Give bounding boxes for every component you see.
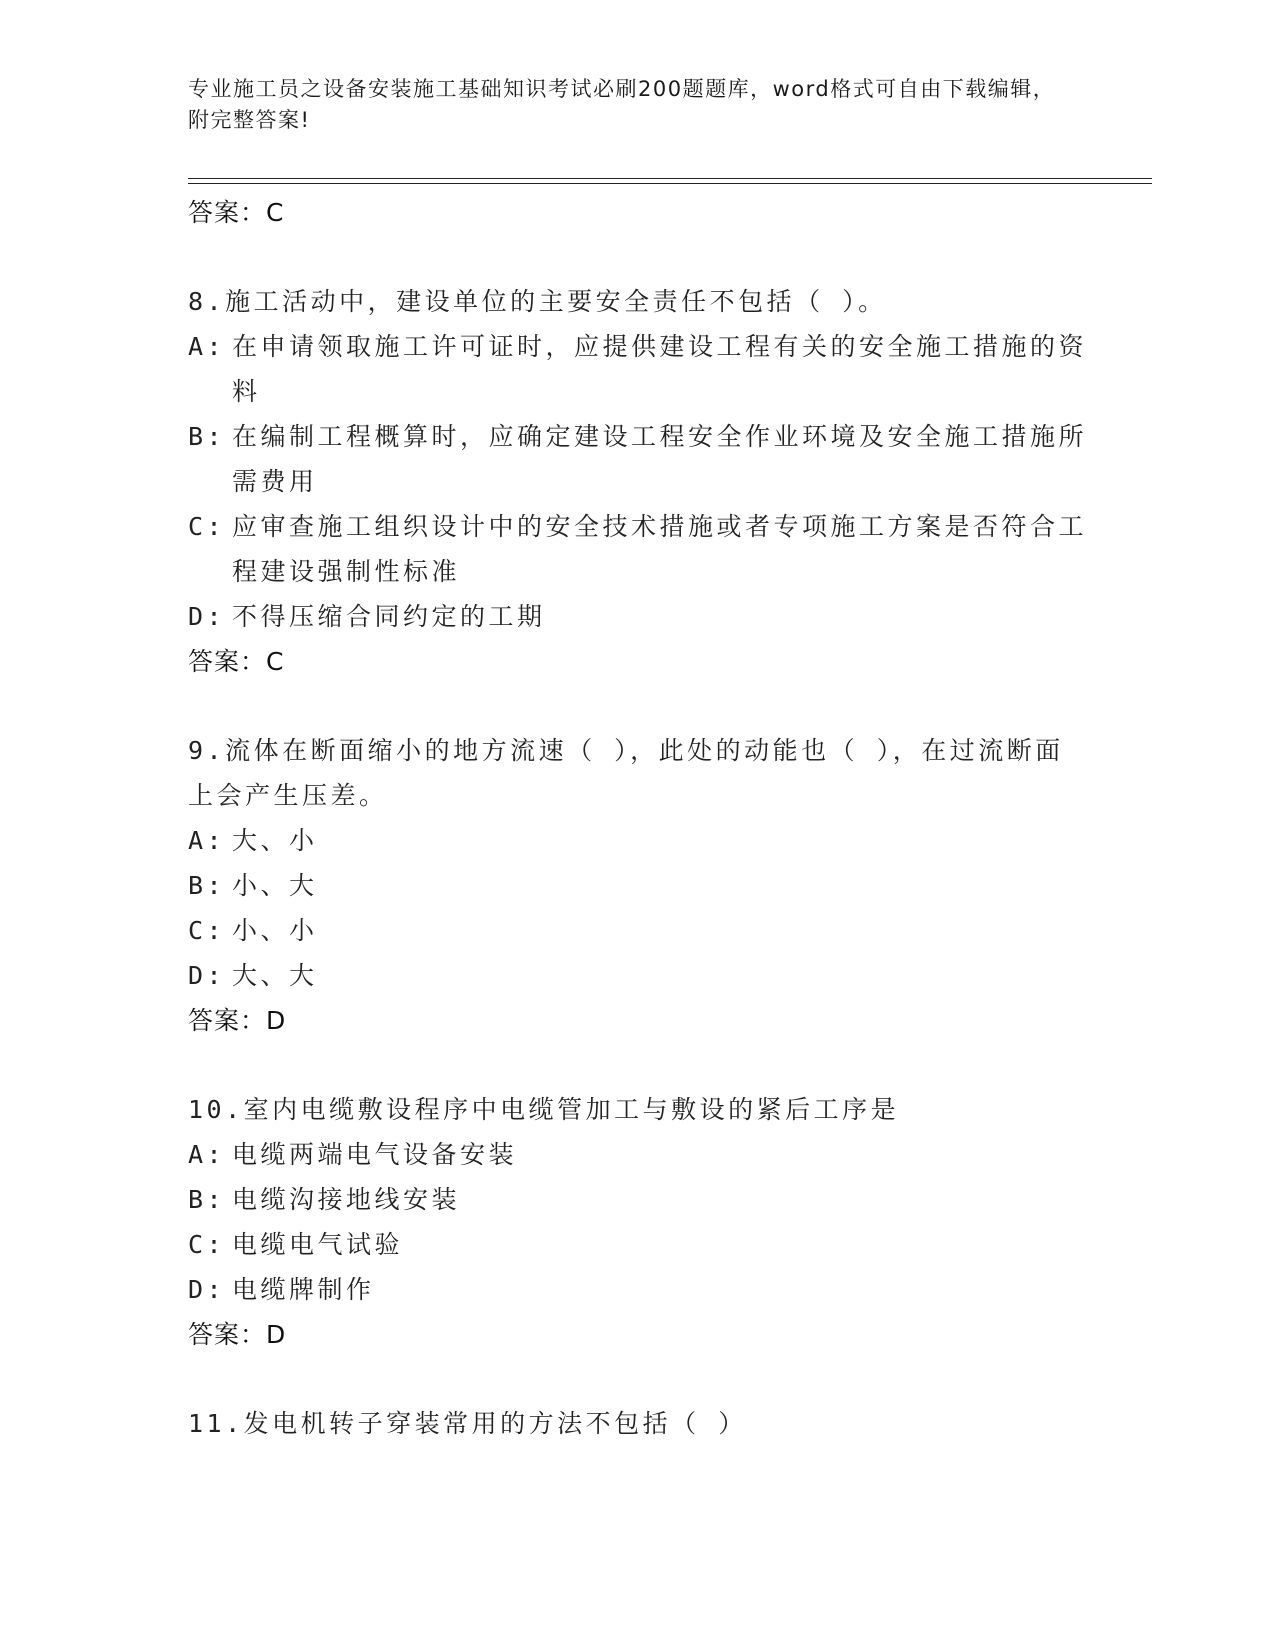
option-item — [188, 414, 1088, 504]
option-letter: D: — [188, 602, 226, 631]
option-text: 小、小 — [232, 916, 318, 945]
option-text: 电缆沟接地线安装 — [232, 1185, 461, 1214]
option-item — [188, 1267, 1088, 1312]
document-content — [188, 190, 1088, 1446]
option-item — [188, 1132, 1088, 1177]
option-text: 电缆两端电气设备安装 — [232, 1140, 518, 1169]
option-text: 大、大 — [232, 961, 318, 990]
question-text: 11.发电机转子穿装常用的方法不包括（ ） — [188, 1409, 747, 1438]
option-text: 小、大 — [232, 871, 318, 900]
option-item — [188, 594, 1088, 639]
option-letter: B: — [188, 422, 226, 451]
option-item — [188, 953, 1088, 998]
option-text: 不得压缩合同约定的工期 — [232, 602, 546, 631]
question-item — [188, 1401, 1088, 1446]
option-text: 电缆牌制作 — [232, 1275, 375, 1304]
option-letter: D: — [188, 1275, 226, 1304]
answer-line: 答案：C — [188, 647, 285, 676]
option-text: 电缆电气试验 — [232, 1230, 404, 1259]
option-item — [188, 324, 1088, 414]
question-item — [188, 728, 1088, 1043]
option-text: 在编制工程概算时，应确定建设工程安全作业环境及安全施工措施所需费用 — [232, 422, 1088, 496]
option-letter: C: — [188, 1230, 226, 1259]
header-divider-line — [188, 178, 1152, 179]
question-item — [188, 279, 1088, 684]
option-letter: B: — [188, 871, 226, 900]
option-letter: C: — [188, 512, 226, 541]
question-text: 9.流体在断面缩小的地方流速（ ），此处的动能也（ ），在过流断面上会产生压差。 — [188, 736, 1064, 810]
question-item — [188, 1087, 1088, 1357]
option-item — [188, 504, 1088, 594]
option-letter: D: — [188, 961, 226, 990]
header-divider-line-second — [188, 183, 1152, 184]
answer-line: 答案：C — [188, 198, 285, 227]
option-text: 应审查施工组织设计中的安全技术措施或者专项施工方案是否符合工程建设强制性标准 — [232, 512, 1088, 586]
option-item — [188, 908, 1088, 953]
answer-line: 答案：D — [188, 1006, 287, 1035]
option-letter: A: — [188, 1140, 226, 1169]
option-letter: C: — [188, 916, 226, 945]
option-letter: B: — [188, 1185, 226, 1214]
option-text: 大、小 — [232, 826, 318, 855]
answer-line: 答案：D — [188, 1320, 287, 1349]
option-item — [188, 1222, 1088, 1267]
option-item — [188, 818, 1088, 863]
document-header-title: 专业施工员之设备安装施工基础知识考试必刷200题题库，word格式可自由下载编辑，附完整答案! — [188, 77, 1056, 132]
option-item — [188, 1177, 1088, 1222]
option-item — [188, 863, 1088, 908]
option-letter: A: — [188, 826, 226, 855]
question-text: 8.施工活动中，建设单位的主要安全责任不包括（ ）。 — [188, 287, 887, 316]
option-text: 在申请领取施工许可证时，应提供建设工程有关的安全施工措施的资料 — [232, 332, 1088, 406]
question-text: 10.室内电缆敷设程序中电缆管加工与敷设的紧后工序是 — [188, 1095, 900, 1124]
option-letter: A: — [188, 332, 226, 361]
